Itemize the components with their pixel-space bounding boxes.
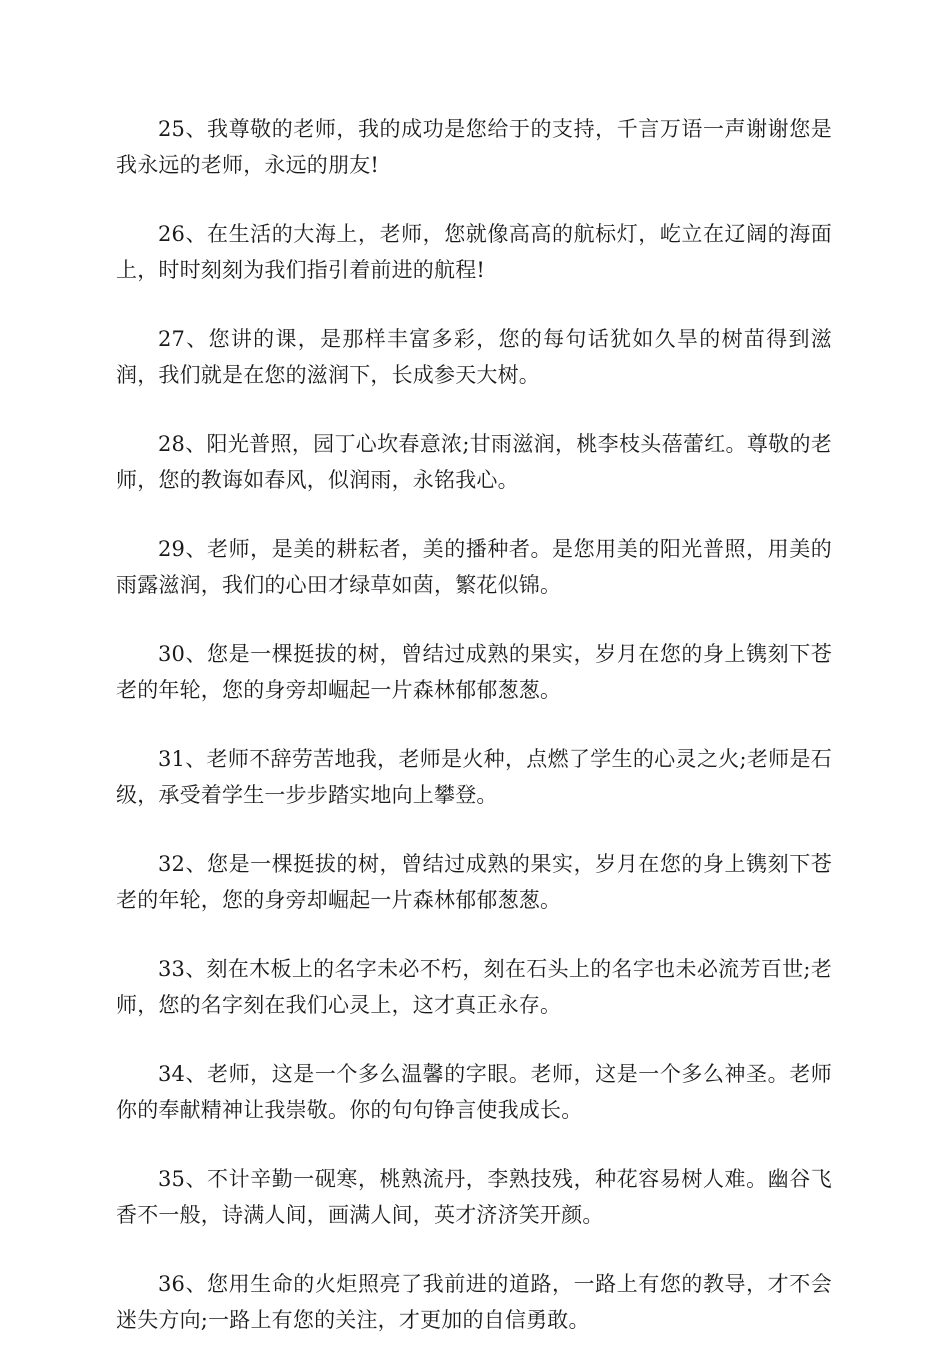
paragraph-26: 26、在生活的大海上，老师，您就像高高的航标灯，屹立在辽阔的海面上，时时刻刻为我们指引着前进的航程! <box>116 222 832 282</box>
paragraph-31: 31、老师不辞劳苦地我，老师是火种，点燃了学生的心灵之火;老师是石级，承受着学生一步步踏实地向上攀登。 <box>116 747 832 807</box>
paragraph-34: 34、老师，这是一个多么温馨的字眼。老师，这是一个多么神圣。老师你的奉献精神让我崇敬。你的句句铮言使我成长。 <box>116 1062 832 1122</box>
paragraph-29: 29、老师，是美的耕耘者，美的播种者。是您用美的阳光普照，用美的雨露滋润，我们的心田才绿草如茵，繁花似锦。 <box>116 537 832 597</box>
paragraph-25: 25、我尊敬的老师，我的成功是您给于的支持，千言万语一声谢谢您是我永远的老师，永远的朋友! <box>116 117 832 177</box>
paragraph-32: 32、您是一棵挺拔的树，曾结过成熟的果实，岁月在您的身上镌刻下苍老的年轮，您的身旁却崛起一片森林郁郁葱葱。 <box>116 852 832 912</box>
document-body <box>116 111 832 1371</box>
paragraph-28: 28、阳光普照，园丁心坎春意浓;甘雨滋润，桃李枝头蓓蕾红。尊敬的老师，您的教诲如春风，似润雨，永铭我心。 <box>116 432 832 492</box>
paragraph-33: 33、刻在木板上的名字未必不朽，刻在石头上的名字也未必流芳百世;老师，您的名字刻在我们心灵上，这才真正永存。 <box>116 957 832 1017</box>
paragraph-30: 30、您是一棵挺拔的树，曾结过成熟的果实，岁月在您的身上镌刻下苍老的年轮，您的身旁却崛起一片森林郁郁葱葱。 <box>116 642 832 702</box>
paragraph-27: 27、您讲的课，是那样丰富多彩，您的每句话犹如久旱的树苗得到滋润，我们就是在您的滋润下，长成参天大树。 <box>116 327 832 387</box>
paragraph-35: 35、不计辛勤一砚寒，桃熟流丹，李熟技残，种花容易树人难。幽谷飞香不一般，诗满人间，画满人间，英才济济笑开颜。 <box>116 1167 832 1227</box>
paragraph-36: 36、您用生命的火炬照亮了我前进的道路，一路上有您的教导，才不会迷失方向;一路上有您的关注，才更加的自信勇敢。 <box>116 1272 832 1332</box>
